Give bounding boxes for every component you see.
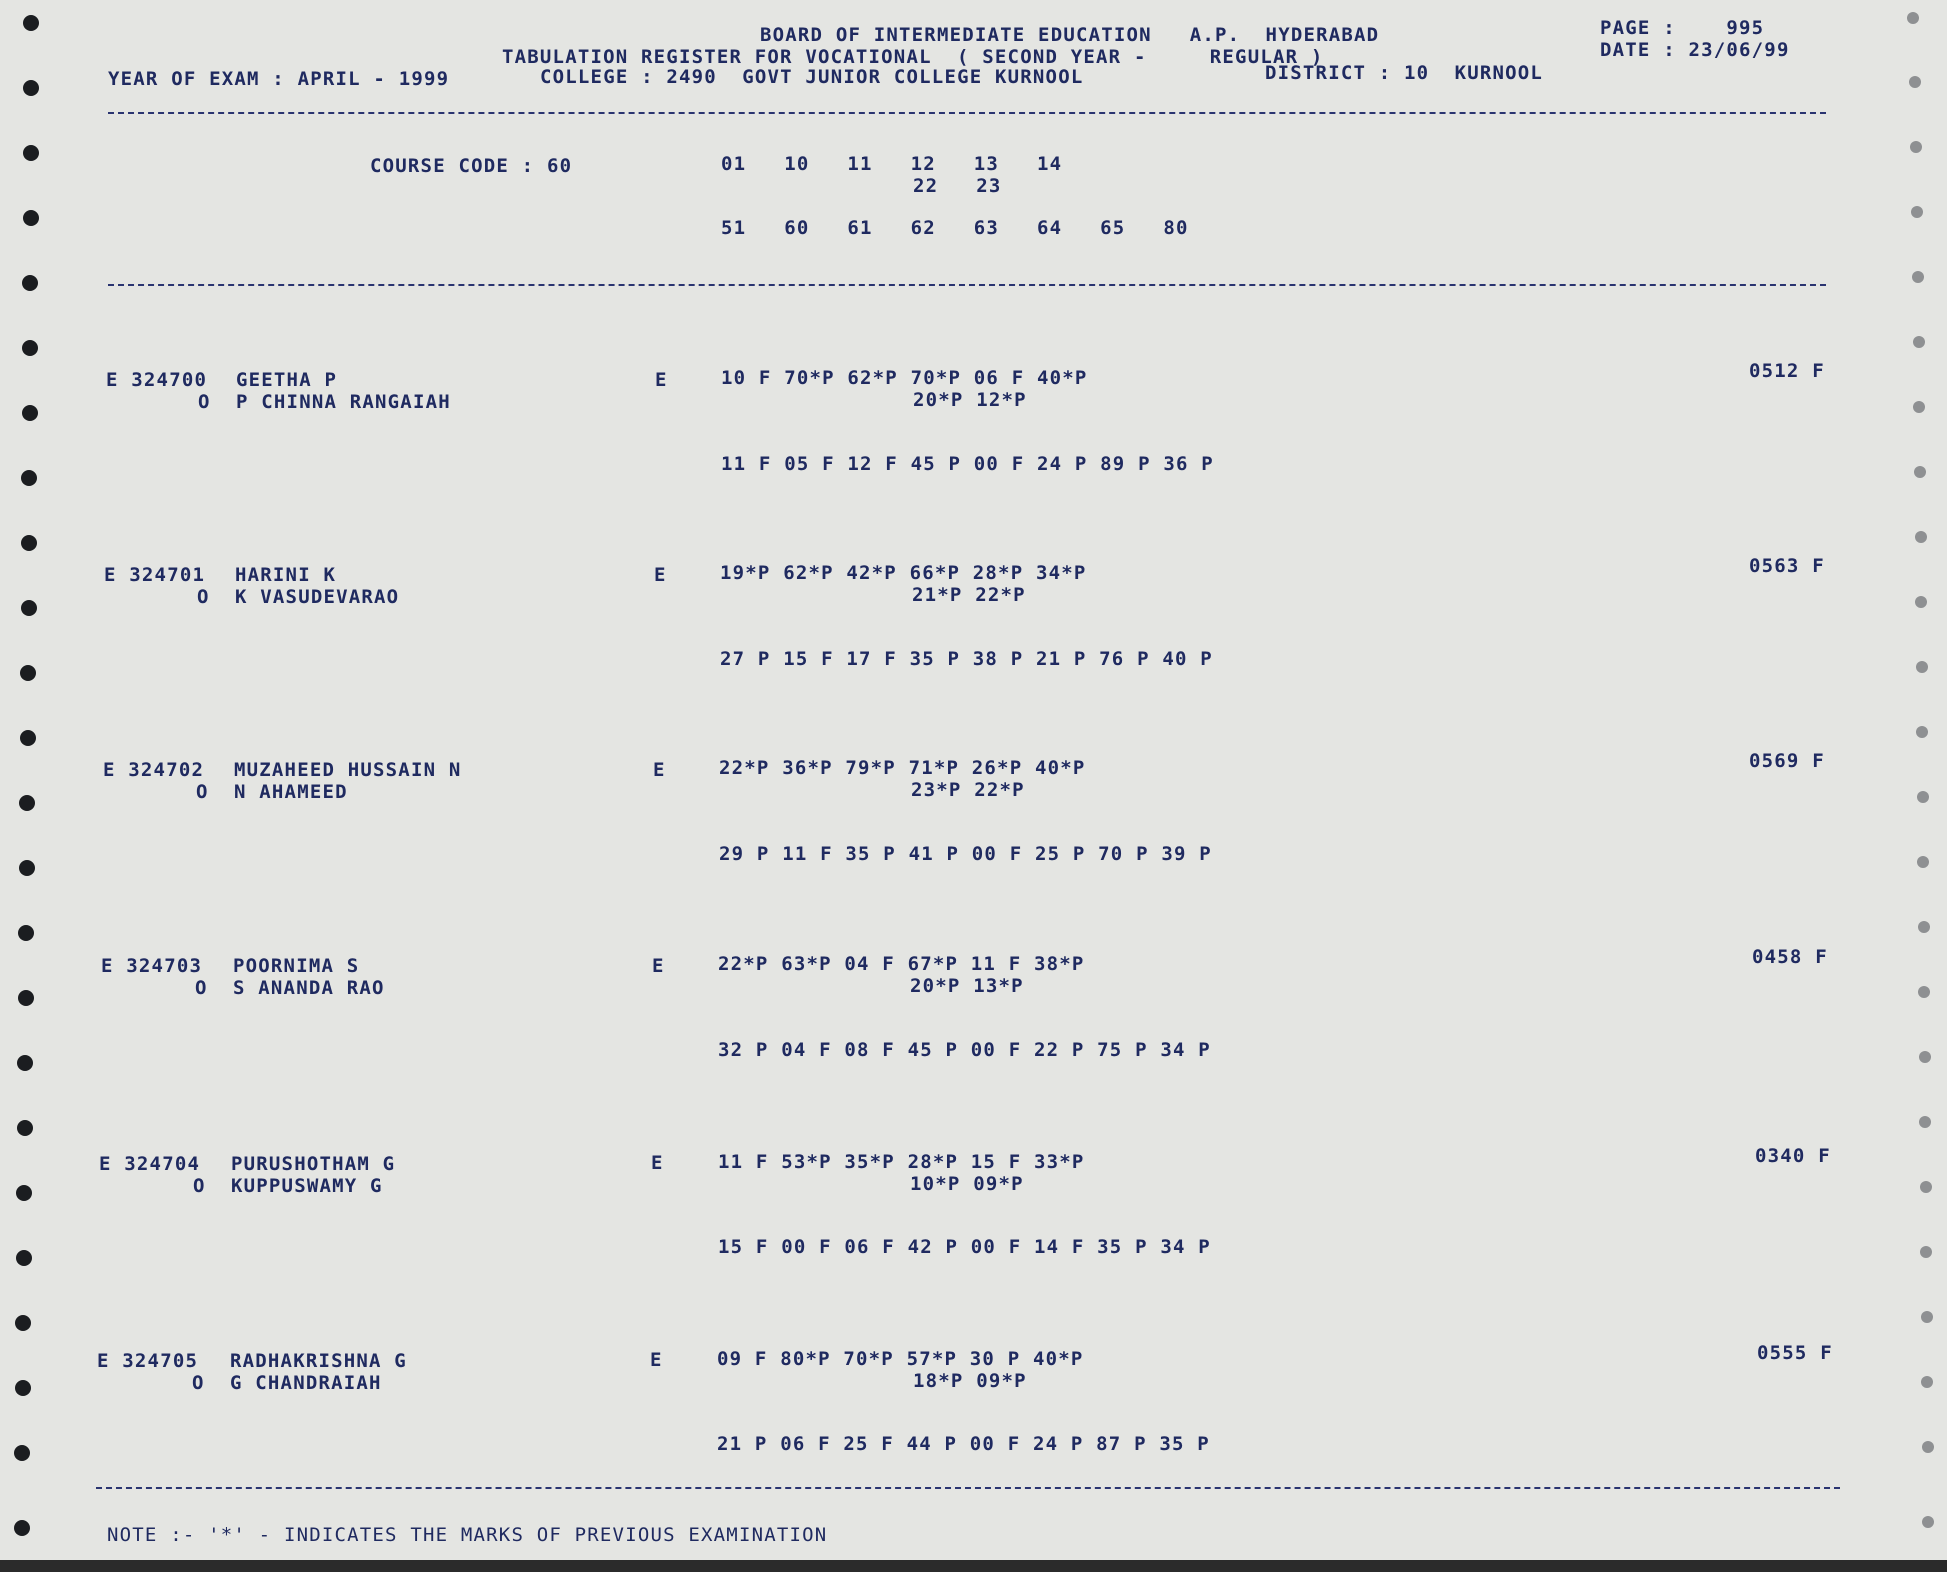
marks-part1-extra: 20*P 12*P <box>913 389 1027 411</box>
divider-course <box>108 284 1826 286</box>
father-name: P CHINNA RANGAIAH <box>236 391 451 413</box>
student-name: POORNIMA S <box>233 955 360 977</box>
table-edge <box>0 1560 1947 1572</box>
father-name: N AHAMEED <box>234 781 348 803</box>
marks-part2: 29 P 11 F 35 P 41 P 00 F 25 P 70 P 39 P <box>719 843 1212 865</box>
divider-top <box>108 112 1826 114</box>
father-prefix: O <box>195 977 208 999</box>
course-subjects-row1: 01 10 11 12 13 14 <box>721 153 1063 175</box>
marks-part1-extra: 18*P 09*P <box>913 1370 1027 1392</box>
father-prefix: O <box>198 391 211 413</box>
total-result: 0555 F <box>1757 1342 1833 1364</box>
page-number: PAGE : 995 <box>1600 17 1765 39</box>
roll-number: E 324702 <box>103 759 205 781</box>
total-result: 0563 F <box>1749 555 1825 577</box>
footnote: NOTE :- '*' - INDICATES THE MARKS OF PREVIOUS EXAMINATION <box>107 1524 828 1546</box>
medium: E <box>653 759 666 781</box>
marks-part1: 19*P 62*P 42*P 66*P 28*P 34*P <box>720 562 1087 584</box>
roll-number: E 324700 <box>106 369 208 391</box>
marks-part2: 21 P 06 F 25 F 44 P 00 F 24 P 87 P 35 P <box>717 1433 1210 1455</box>
student-name: PURUSHOTHAM G <box>231 1153 396 1175</box>
course-code: COURSE CODE : 60 <box>370 155 573 177</box>
roll-number: E 324705 <box>97 1350 199 1372</box>
father-name: G CHANDRAIAH <box>230 1372 382 1394</box>
roll-number: E 324703 <box>101 955 203 977</box>
medium: E <box>651 1152 664 1174</box>
marks-part1-extra: 20*P 13*P <box>910 975 1024 997</box>
divider-bottom <box>96 1487 1840 1489</box>
father-prefix: O <box>196 781 209 803</box>
college-info: COLLEGE : 2490 GOVT JUNIOR COLLEGE KURNOOL <box>540 66 1084 88</box>
register-title: TABULATION REGISTER FOR VOCATIONAL ( SECOND YEAR - REGULAR ) <box>502 46 1324 68</box>
marks-part1: 22*P 36*P 79*P 71*P 26*P 40*P <box>719 757 1086 779</box>
student-name: HARINI K <box>235 564 337 586</box>
marks-part2: 32 P 04 F 08 F 45 P 00 F 22 P 75 P 34 P <box>718 1039 1211 1061</box>
marks-part1: 22*P 63*P 04 F 67*P 11 F 38*P <box>718 953 1085 975</box>
medium: E <box>652 955 665 977</box>
marks-part1-extra: 10*P 09*P <box>910 1173 1024 1195</box>
marks-part2: 15 F 00 F 06 F 42 P 00 F 14 F 35 P 34 P <box>718 1236 1211 1258</box>
board-title: BOARD OF INTERMEDIATE EDUCATION A.P. HYDERABAD <box>760 24 1380 46</box>
medium: E <box>654 564 667 586</box>
student-name: MUZAHEED HUSSAIN N <box>234 759 462 781</box>
roll-number: E 324704 <box>99 1153 201 1175</box>
father-prefix: O <box>197 586 210 608</box>
marks-part1-extra: 23*P 22*P <box>911 779 1025 801</box>
total-result: 0458 F <box>1752 946 1828 968</box>
marks-part1: 10 F 70*P 62*P 70*P 06 F 40*P <box>721 367 1088 389</box>
student-name: GEETHA P <box>236 369 338 391</box>
medium: E <box>650 1349 663 1371</box>
marks-part1: 09 F 80*P 70*P 57*P 30 P 40*P <box>717 1348 1084 1370</box>
roll-number: E 324701 <box>104 564 206 586</box>
exam-year: YEAR OF EXAM : APRIL - 1999 <box>108 68 450 90</box>
medium: E <box>655 369 668 391</box>
marks-part2: 11 F 05 F 12 F 45 P 00 F 24 P 89 P 36 P <box>721 453 1214 475</box>
marks-part2: 27 P 15 F 17 F 35 P 38 P 21 P 76 P 40 P <box>720 648 1213 670</box>
father-name: K VASUDEVARAO <box>235 586 400 608</box>
father-name: KUPPUSWAMY G <box>231 1175 383 1197</box>
marks-part1-extra: 21*P 22*P <box>912 584 1026 606</box>
district-info: DISTRICT : 10 KURNOOL <box>1265 62 1544 84</box>
father-prefix: O <box>192 1372 205 1394</box>
father-prefix: O <box>193 1175 206 1197</box>
print-date: DATE : 23/06/99 <box>1600 39 1790 61</box>
total-result: 0340 F <box>1755 1145 1831 1167</box>
father-name: S ANANDA RAO <box>233 977 385 999</box>
total-result: 0569 F <box>1749 750 1825 772</box>
total-result: 0512 F <box>1749 360 1825 382</box>
marks-part1: 11 F 53*P 35*P 28*P 15 F 33*P <box>718 1151 1085 1173</box>
course-subjects-row1b: 22 23 <box>913 175 1002 197</box>
course-subjects-row2: 51 60 61 62 63 64 65 80 <box>721 217 1189 239</box>
student-name: RADHAKRISHNA G <box>230 1350 407 1372</box>
